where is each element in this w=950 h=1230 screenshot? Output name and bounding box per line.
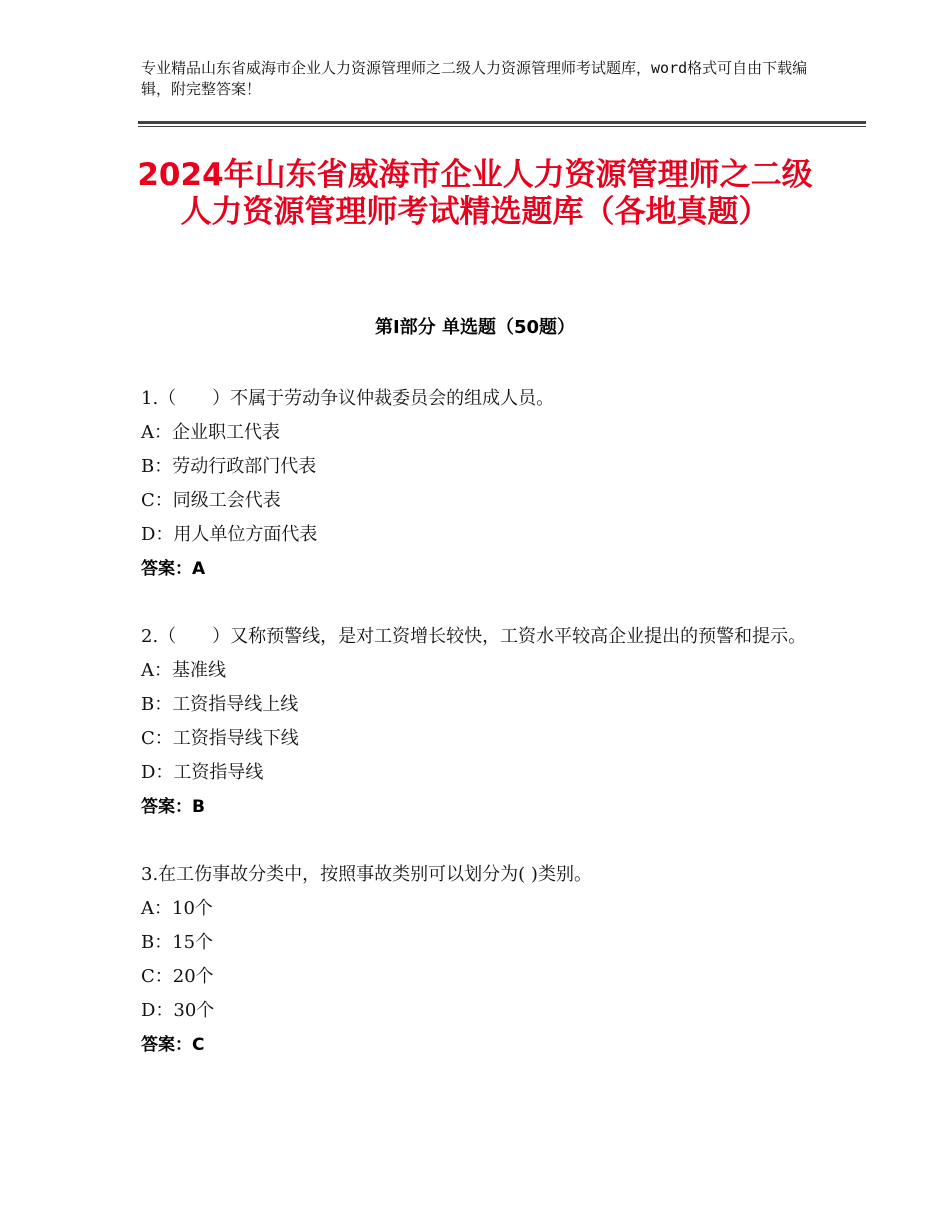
header-note: 专业精品山东省威海市企业人力资源管理师之二级人力资源管理师考试题库，word格式可自由下载编辑，附完整答案！ bbox=[141, 59, 808, 98]
question-2 bbox=[141, 620, 821, 824]
option-c: C：20个 bbox=[141, 966, 214, 987]
option-c: C：工资指导线下线 bbox=[141, 728, 299, 749]
header-rule-thin bbox=[138, 126, 866, 127]
answer: 答案：A bbox=[141, 559, 206, 579]
answer: 答案：C bbox=[141, 1035, 205, 1055]
question-stem: 3.在工伤事故分类中，按照事故类别可以划分为( )类别。 bbox=[141, 864, 592, 885]
document-title: 2024年山东省威海市企业人力资源管理师之二级人力资源管理师考试精选题库（各地真题） bbox=[137, 157, 813, 230]
question-stem: 2.（ ）又称预警线，是对工资增长较快，工资水平较高企业提出的预警和提示。 bbox=[141, 626, 807, 647]
question-1 bbox=[141, 382, 821, 586]
question-3 bbox=[141, 858, 821, 1062]
option-c: C：同级工会代表 bbox=[141, 490, 281, 511]
option-a: A：基准线 bbox=[141, 660, 226, 681]
option-b: B：劳动行政部门代表 bbox=[141, 456, 317, 477]
option-d: D：工资指导线 bbox=[141, 762, 264, 783]
header-rule-thick bbox=[138, 121, 866, 124]
option-d: D：30个 bbox=[141, 1000, 215, 1021]
question-list bbox=[141, 382, 821, 1096]
section-title: 第Ⅰ部分 单选题（50题） bbox=[374, 317, 575, 338]
answer: 答案：B bbox=[141, 797, 205, 817]
option-b: B：工资指导线上线 bbox=[141, 694, 299, 715]
question-stem: 1.（ ）不属于劳动争议仲裁委员会的组成人员。 bbox=[141, 388, 555, 409]
option-a: A：企业职工代表 bbox=[141, 422, 280, 443]
option-a: A：10个 bbox=[141, 898, 213, 919]
option-d: D：用人单位方面代表 bbox=[141, 524, 318, 545]
option-b: B：15个 bbox=[141, 932, 214, 953]
